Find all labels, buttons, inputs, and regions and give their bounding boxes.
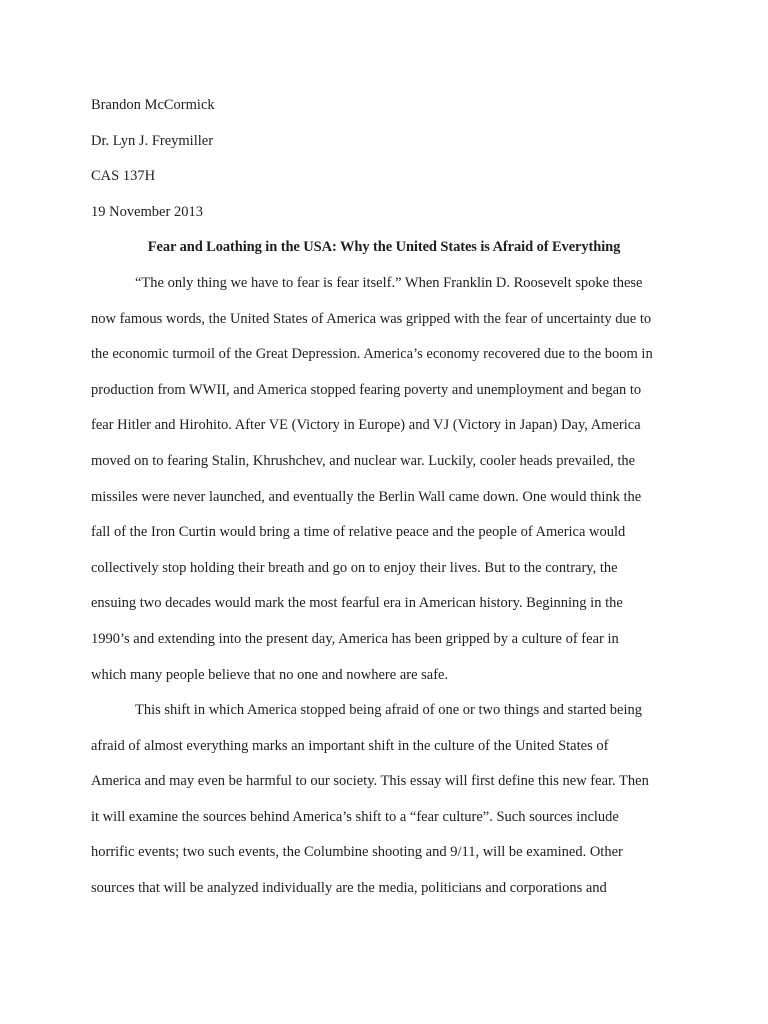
paragraph-line: afraid of almost everything marks an important shift in the culture of the United States of xyxy=(91,737,609,754)
paragraph-2 xyxy=(91,693,677,907)
paragraph-line: fear Hitler and Hirohito. After VE (Victory in Europe) and VJ (Victory in Japan) Day, America xyxy=(91,417,641,434)
paragraph-line: it will examine the sources behind America’s shift to a “fear culture”. Such sources include xyxy=(91,808,619,825)
instructor-name: Dr. Lyn J. Freymiller xyxy=(91,132,214,149)
paragraph-line: the economic turmoil of the Great Depression. America’s economy recovered due to the boom in xyxy=(91,346,653,363)
paragraph-line: 1990’s and extending into the present day, America has been gripped by a culture of fear in xyxy=(91,630,619,647)
paragraph-line: ensuing two decades would mark the most fearful era in American history. Beginning in the xyxy=(91,595,623,612)
paragraph-line: America and may even be harmful to our society. This essay will first define this new fear. Then xyxy=(91,773,649,790)
paragraph-line: now famous words, the United States of America was gripped with the fear of uncertainty due to xyxy=(91,310,652,327)
essay-title: Fear and Loathing in the USA: Why the United States is Afraid of Everything xyxy=(147,239,621,256)
paragraph-line: collectively stop holding their breath and go on to enjoy their lives. But to the contrary, the xyxy=(91,559,618,576)
paragraph-line: production from WWII, and America stopped fearing poverty and unemployment and began to xyxy=(91,381,642,398)
paragraph-line: sources that will be analyzed individually are the media, politicians and corporations and xyxy=(91,880,607,897)
course-code: CAS 137H xyxy=(91,168,156,185)
paragraph-line: missiles were never launched, and eventually the Berlin Wall came down. One would think the xyxy=(91,488,642,505)
paragraph-line: fall of the Iron Curtin would bring a time of relative peace and the people of America would xyxy=(91,524,626,541)
paragraph-line: horrific events; two such events, the Columbine shooting and 9/11, will be examined. Other xyxy=(91,844,623,861)
essay-date: 19 November 2013 xyxy=(91,203,203,220)
paragraph-line: “The only thing we have to fear is fear itself.” When Franklin D. Roosevelt spoke these xyxy=(135,274,643,291)
paragraph-1 xyxy=(91,266,677,693)
document-page xyxy=(91,88,677,907)
paragraph-line: which many people believe that no one and nowhere are safe. xyxy=(91,666,449,683)
paragraph-line: moved on to fearing Stalin, Khrushchev, and nuclear war. Luckily, cooler heads prevailed, the xyxy=(91,452,636,469)
author-name: Brandon McCormick xyxy=(91,97,215,113)
paragraph-line: This shift in which America stopped being afraid of one or two things and started being xyxy=(135,702,642,719)
